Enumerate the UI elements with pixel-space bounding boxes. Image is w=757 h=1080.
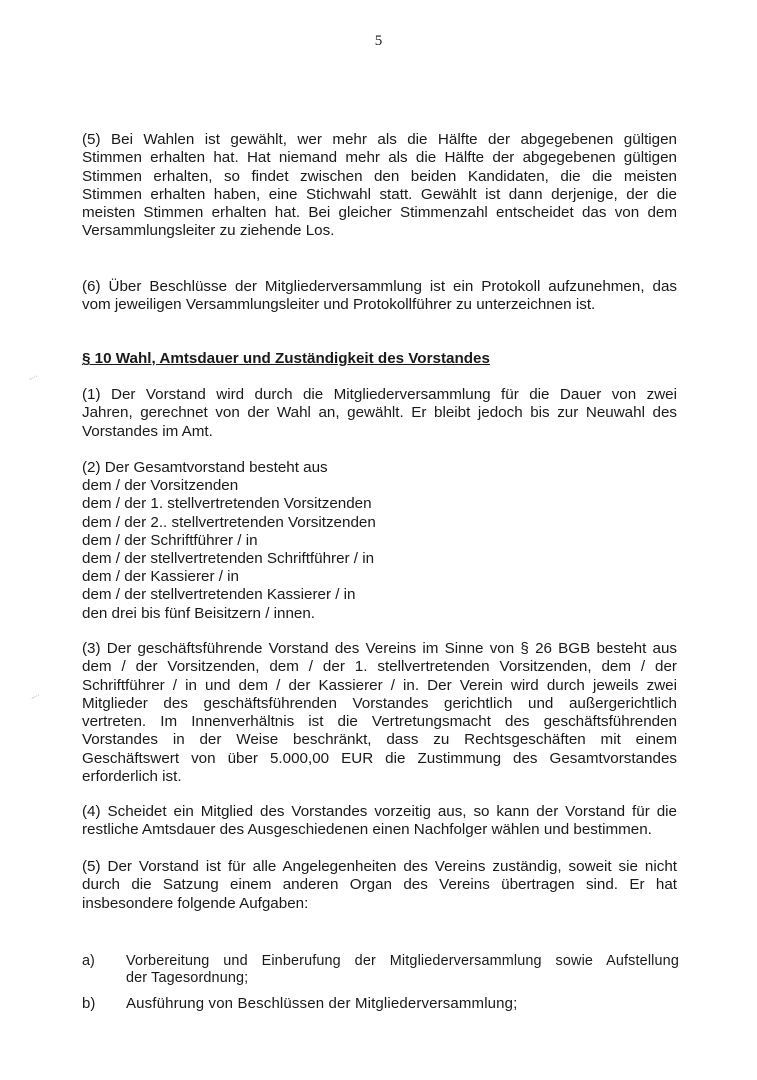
text-line: insbesondere folgende Aufgaben: [82,894,309,912]
text-line: (5) Der Vorstand ist für alle Angelegenheiten des Vereins zuständig, soweit sie nicht [82,858,677,875]
text-line: dem / der Vorsitzenden, dem / der 1. stellvertretenden Vorsitzenden, dem / der [82,658,677,676]
text-line: Vorbereitung und Einberufung der Mitgliederversammlung sowie Aufstellung [126,953,679,969]
paragraph-executive-board [82,640,677,786]
text-line: meisten Stimmen erhalten hat. Bei gleicher Stimmenzahl entscheidet das von dem [82,204,677,222]
text-line: vertreten. Im Innenverhältnis ist die Vertretungsmacht des geschäftsführenden [82,713,677,731]
text-line: Stimmen erhalten haben, eine Stichwahl statt. Gewählt ist dann derjenige, der die [82,185,677,203]
text-line: Ausführung von Beschlüssen der Mitgliederversammlung; [126,995,518,1012]
board-member: dem / der stellvertretenden Kassierer / in [82,586,356,604]
board-member: dem / der 1. stellvertretenden Vorsitzenden [82,495,372,513]
board-member: dem / der Schriftführer / in [82,531,258,549]
paragraph-responsibilities [82,858,677,913]
board-member: dem / der Vorsitzenden [82,477,239,495]
text-line: durch die Satzung einem anderen Organ des Vereins übertragen sind. Er hat [82,876,677,894]
text-line: Vorstandes in der Weise beschränkt, dass zu Rechtsgeschäften mit einem [82,731,677,749]
text-line: Stimmen erhalten, so findet zwischen den beiden Kandidaten, die die meisten [82,167,677,185]
paragraph-successor [82,803,677,840]
text-line: (4) Scheidet ein Mitglied des Vorstandes vorzeitig aus, so kann der Vorstand für die [82,803,677,820]
text-line: Geschäftswert von über 5.000,00 EUR die Zustimmung des Gesamtvorstandes [82,749,677,767]
page-number: 5 [374,33,383,49]
list-marker: a) [82,953,95,969]
composition-intro: (2) Der Gesamtvorstand besteht aus [82,459,328,476]
text-line: (6) Über Beschlüsse der Mitgliederversammlung ist ein Protokoll aufzunehmen, das [82,278,677,295]
text-line: (5) Bei Wahlen ist gewählt, wer mehr als die Hälfte der abgegebenen gültigen [82,131,677,148]
board-member: dem / der Kassierer / in [82,568,239,586]
text-line: Versammlungsleiter zu ziehende Los. [82,222,335,240]
list-marker: b) [82,995,96,1012]
text-line: der Tagesordnung; [126,970,249,986]
scan-mark [30,375,39,382]
text-line: erforderlich ist. [82,768,182,786]
text-line: Schriftführer / in und dem / der Kassierer / in. Der Verein wird durch jeweils zwei [82,676,677,694]
text-line: Mitglieder des geschäftsführenden Vorstandes gerichtlich und außergerichtlich [82,694,677,712]
text-line: Vorstandes im Amt. [82,422,213,440]
section-heading: § 10 Wahl, Amtsdauer und Zuständigkeit des Vorstandes [82,350,490,367]
paragraph-election-rules [82,131,677,241]
paragraph-term [82,386,677,441]
text-line: vom jeweiligen Versammlungsleiter und Protokollführer zu unterzeichnen ist. [82,296,596,314]
paragraph-minutes [82,278,677,315]
text-line: Jahren, gerechnet von der Wahl an, gewählt. Er bleibt jedoch bis zur Neuwahl des [82,404,677,422]
scan-mark [32,694,41,701]
text-line: Stimmen erhalten hat. Hat niemand mehr als die Hälfte der abgegebenen gültigen [82,149,677,167]
board-member: dem / der stellvertretenden Schriftführer / in [82,550,375,568]
text-line: restliche Amtsdauer des Ausgeschiedenen einen Nachfolger wählen und bestimmen. [82,821,652,839]
text-line: (1) Der Vorstand wird durch die Mitgliederversammlung für die Dauer von zwei [82,386,677,403]
text-line: (3) Der geschäftsführende Vorstand des Vereins im Sinne von § 26 BGB besteht aus [82,640,677,657]
board-composition [82,459,376,623]
board-member: dem / der 2.. stellvertretenden Vorsitzenden [82,513,376,531]
board-member: den drei bis fünf Beisitzern / innen. [82,604,316,622]
